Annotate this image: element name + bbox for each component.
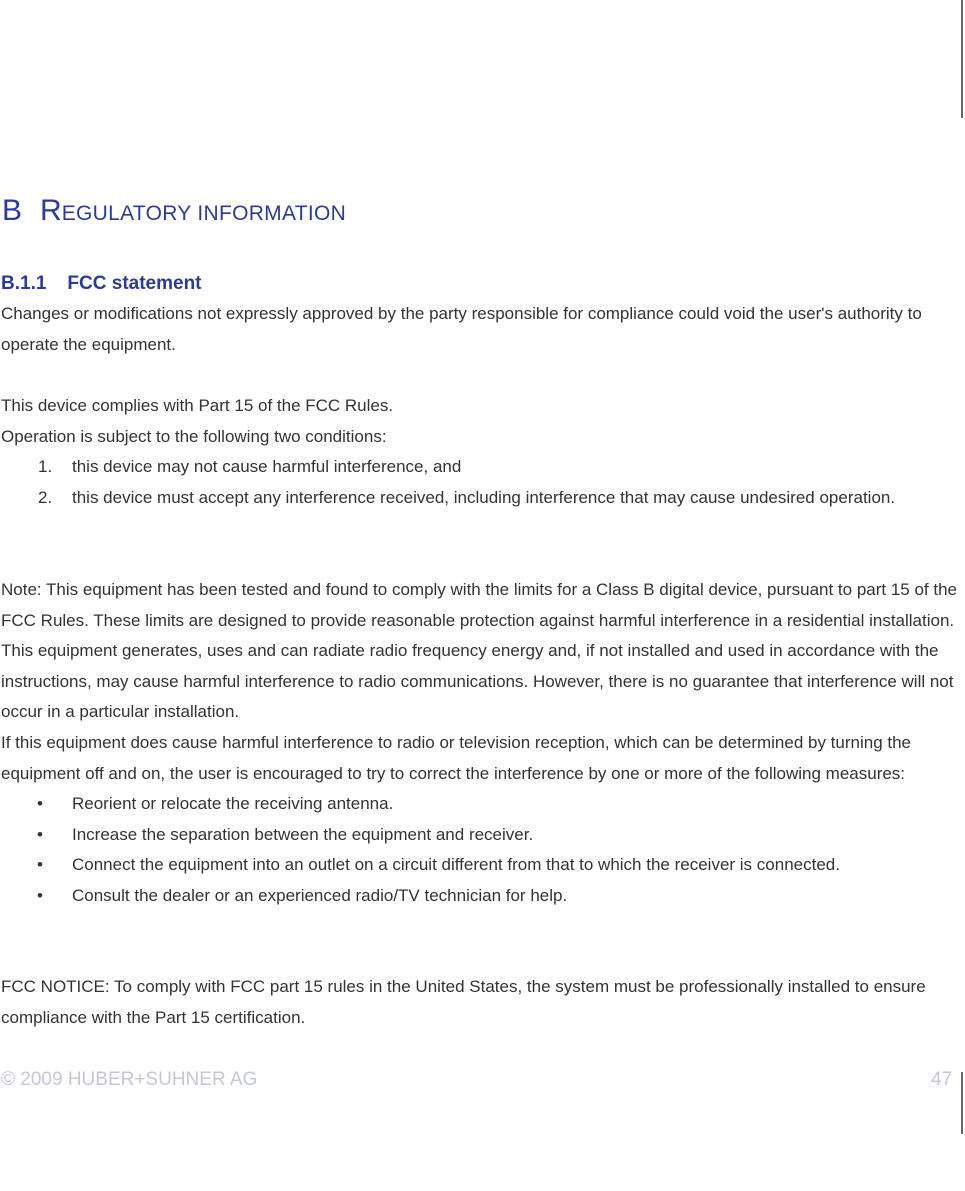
bullet-icon: • — [37, 824, 43, 844]
bullet-icon: • — [37, 885, 43, 905]
section-number: B.1.1 — [1, 272, 47, 294]
chapter-number: B — [2, 194, 23, 228]
section-heading — [1, 273, 202, 295]
list-item-text: Increase the separation between the equipment and receiver. — [72, 824, 534, 844]
measures-list — [1, 789, 965, 911]
paragraph-line: This device complies with Part 15 of the FCC Rules. — [1, 396, 394, 415]
list-item — [1, 789, 965, 820]
page-number: 47 — [931, 1069, 953, 1090]
chapter-heading — [2, 191, 346, 228]
paragraph-text: If this equipment does cause harmful interference to radio or television reception, which can be determined by turning the equipment off and on, the user is encouraged to try to correct the interference by one or more of the following measures: — [1, 732, 912, 783]
paragraph-fcc-notice — [1, 972, 965, 1033]
chapter-title-rest: EGULATORY INFORMATION — [61, 202, 347, 226]
paragraph-modifications — [1, 299, 965, 360]
list-item — [1, 850, 965, 881]
page-edge-line-top — [961, 0, 963, 118]
paragraph-note — [1, 575, 965, 912]
bullet-icon: • — [37, 855, 43, 875]
list-item-text: this device may not cause harmful interference, and — [72, 457, 462, 477]
chapter-title-initial: R — [40, 194, 62, 228]
list-item-text: Connect the equipment into an outlet on a circuit different from that to which the receiver is connected. — [72, 855, 840, 875]
conditions-list — [1, 452, 965, 513]
paragraph-text: Changes or modifications not expressly approved by the party responsible for compliance could void the user's authority to operate the equipment. — [1, 304, 922, 354]
list-item — [1, 483, 965, 514]
paragraph-text: Note: This equipment has been tested and found to comply with the limits for a Class B digital device, pursuant to part 15 of the FCC Rules. These limits are designed to provide reasonable protection against harmful interference in a residential installation. This equipment generates, uses and can radiate radio frequency energy and, if not installed and used in accordance with the instructions, may cause harmful interference to radio communications. However, there is no guarantee that interference will not occur in a particular installation. — [1, 580, 958, 722]
bullet-icon: • — [37, 794, 43, 814]
list-number: 1. — [38, 457, 53, 477]
list-item-text: this device must accept any interference received, including interference that may cause undesired operation. — [72, 487, 896, 507]
list-item — [1, 452, 965, 483]
list-item — [1, 881, 965, 912]
section-title: FCC statement — [67, 272, 202, 294]
page-edge-line-bottom — [961, 1072, 963, 1134]
list-item — [1, 820, 965, 851]
paragraph-line: Operation is subject to the following two conditions: — [1, 426, 387, 446]
paragraph-text: FCC NOTICE: To comply with FCC part 15 rules in the United States, the system must be professionally installed to ensure compliance with the Part 15 certification. — [1, 977, 926, 1027]
list-item-text: Reorient or relocate the receiving antenna. — [72, 794, 394, 814]
footer-copyright: © 2009 HUBER+SUHNER AG — [1, 1069, 258, 1090]
list-number: 2. — [38, 487, 53, 507]
list-item-text: Consult the dealer or an experienced radio/TV technician for help. — [72, 885, 568, 905]
paragraph-compliance — [1, 391, 965, 513]
